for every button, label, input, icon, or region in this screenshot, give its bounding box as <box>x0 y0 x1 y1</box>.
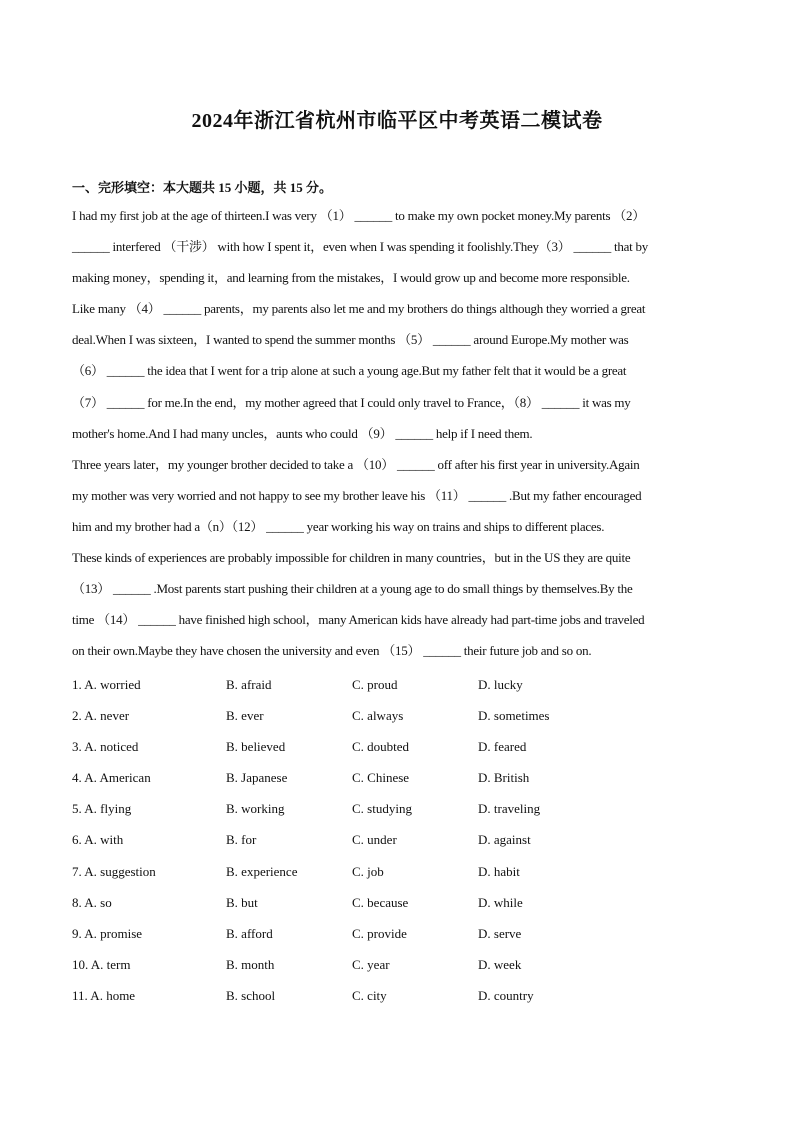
passage-line: I had my first job at the age of thirteen.I was very （1） ______ to make my own pocket money.My parents （2） <box>72 208 646 223</box>
option-c: C. under <box>352 832 397 848</box>
option-c: C. city <box>352 987 387 1003</box>
option-b: B. ever <box>226 708 264 724</box>
option-a: 5. A. flying <box>72 801 132 817</box>
option-d: D. feared <box>478 739 527 755</box>
answer-options <box>72 674 732 1016</box>
option-c: C. job <box>352 863 384 879</box>
question-options-3 <box>72 736 732 767</box>
passage-line: time （14） ______ have finished high school，many American kids have already had part-time jobs and traveled <box>72 612 645 628</box>
option-d: D. country <box>478 987 534 1003</box>
option-c: C. provide <box>352 925 407 941</box>
passage-line: deal.When I was sixteen，I wanted to spend the summer months （5） ______ around Europe.My mother was <box>72 332 629 348</box>
option-b: B. month <box>226 956 275 972</box>
option-d: D. lucky <box>478 677 523 692</box>
option-b: B. working <box>226 801 285 817</box>
option-a: 4. A. American <box>72 770 151 786</box>
option-d: D. sometimes <box>478 708 550 724</box>
option-d: D. habit <box>478 863 520 879</box>
option-c: C. studying <box>352 801 412 817</box>
passage-line: making money，spending it，and learning from the mistakes，I would grow up and become more responsible. <box>72 270 630 286</box>
question-options-10 <box>72 954 732 985</box>
option-c: C. always <box>352 708 404 724</box>
option-a: 3. A. noticed <box>72 739 139 755</box>
section-heading: 一、完形填空：本大题共 15 小题，共 15 分。 <box>72 180 333 195</box>
option-b: B. experience <box>226 863 298 879</box>
option-d: D. while <box>478 894 523 910</box>
option-d: D. serve <box>478 925 522 941</box>
question-options-7 <box>72 861 732 892</box>
question-options-6 <box>72 829 732 860</box>
option-a: 7. A. suggestion <box>72 863 156 879</box>
page-title: 2024年浙江省杭州市临平区中考英语二模试卷 <box>191 110 603 132</box>
passage-line: my mother was very worried and not happy to see my brother leave his （11） ______ .But my father encouraged <box>72 487 642 503</box>
passage-line: Like many （4） ______ parents，my parents also let me and my brothers do things although they worried a great <box>72 301 646 317</box>
passage-line: ______ interfered （干涉） with how I spent it，even when I was spending it foolishly.They（3） ______ that by <box>72 239 649 255</box>
passage-line: on their own.Maybe they have chosen the university and even （15） ______ their future job and so on. <box>72 643 592 659</box>
option-c: C. Chinese <box>352 770 410 786</box>
option-b: B. school <box>226 987 276 1003</box>
option-a: 2. A. never <box>72 708 130 724</box>
option-b: B. for <box>226 832 257 848</box>
question-options-11 <box>72 985 732 1016</box>
option-d: D. against <box>478 832 531 848</box>
option-d: D. British <box>478 770 530 786</box>
option-a: 10. A. term <box>72 956 131 972</box>
passage-line: These kinds of experiences are probably impossible for children in many countries，but in the US they are quite <box>72 550 631 566</box>
option-a: 9. A. promise <box>72 925 143 941</box>
option-c: C. because <box>352 894 409 910</box>
question-options-5 <box>72 798 732 829</box>
option-c: C. doubted <box>352 739 410 755</box>
question-options-4 <box>72 767 732 798</box>
option-b: B. but <box>226 894 258 910</box>
option-a: 6. A. with <box>72 832 124 848</box>
passage-line: （13） ______ .Most parents start pushing their children at a young age to do small things by themselves.By the <box>72 581 633 597</box>
option-b: B. afford <box>226 925 273 941</box>
question-options-2 <box>72 705 732 736</box>
question-options-9 <box>72 923 732 954</box>
passage-line: mother's home.And I had many uncles，aunts who could （9） ______ help if I need them. <box>72 425 533 441</box>
question-options-8 <box>72 892 732 923</box>
option-a: 11. A. home <box>72 987 136 1003</box>
option-d: D. week <box>478 956 522 972</box>
option-b: B. Japanese <box>226 770 288 786</box>
cloze-passage <box>72 205 732 671</box>
option-a: 1. A. worried <box>72 677 141 692</box>
option-c: C. year <box>352 956 390 972</box>
option-a: 8. A. so <box>72 894 112 910</box>
passage-line: him and my brother had a（n）（12） ______ year working his way on trains and ships to different places. <box>72 518 605 534</box>
passage-line: Three years later，my younger brother decided to take a （10） ______ off after his first year in university.Again <box>72 456 640 472</box>
passage-line: （7） ______ for me.In the end，my mother agreed that I could only travel to France，（8） ______ it was my <box>72 394 631 410</box>
option-c: C. proud <box>352 677 398 692</box>
question-options-1 <box>72 674 732 705</box>
option-d: D. traveling <box>478 801 541 817</box>
passage-line: （6） ______ the idea that I went for a trip alone at such a young age.But my father felt that it would be a great <box>72 363 627 379</box>
option-b: B. afraid <box>226 677 272 692</box>
option-b: B. believed <box>226 739 286 755</box>
